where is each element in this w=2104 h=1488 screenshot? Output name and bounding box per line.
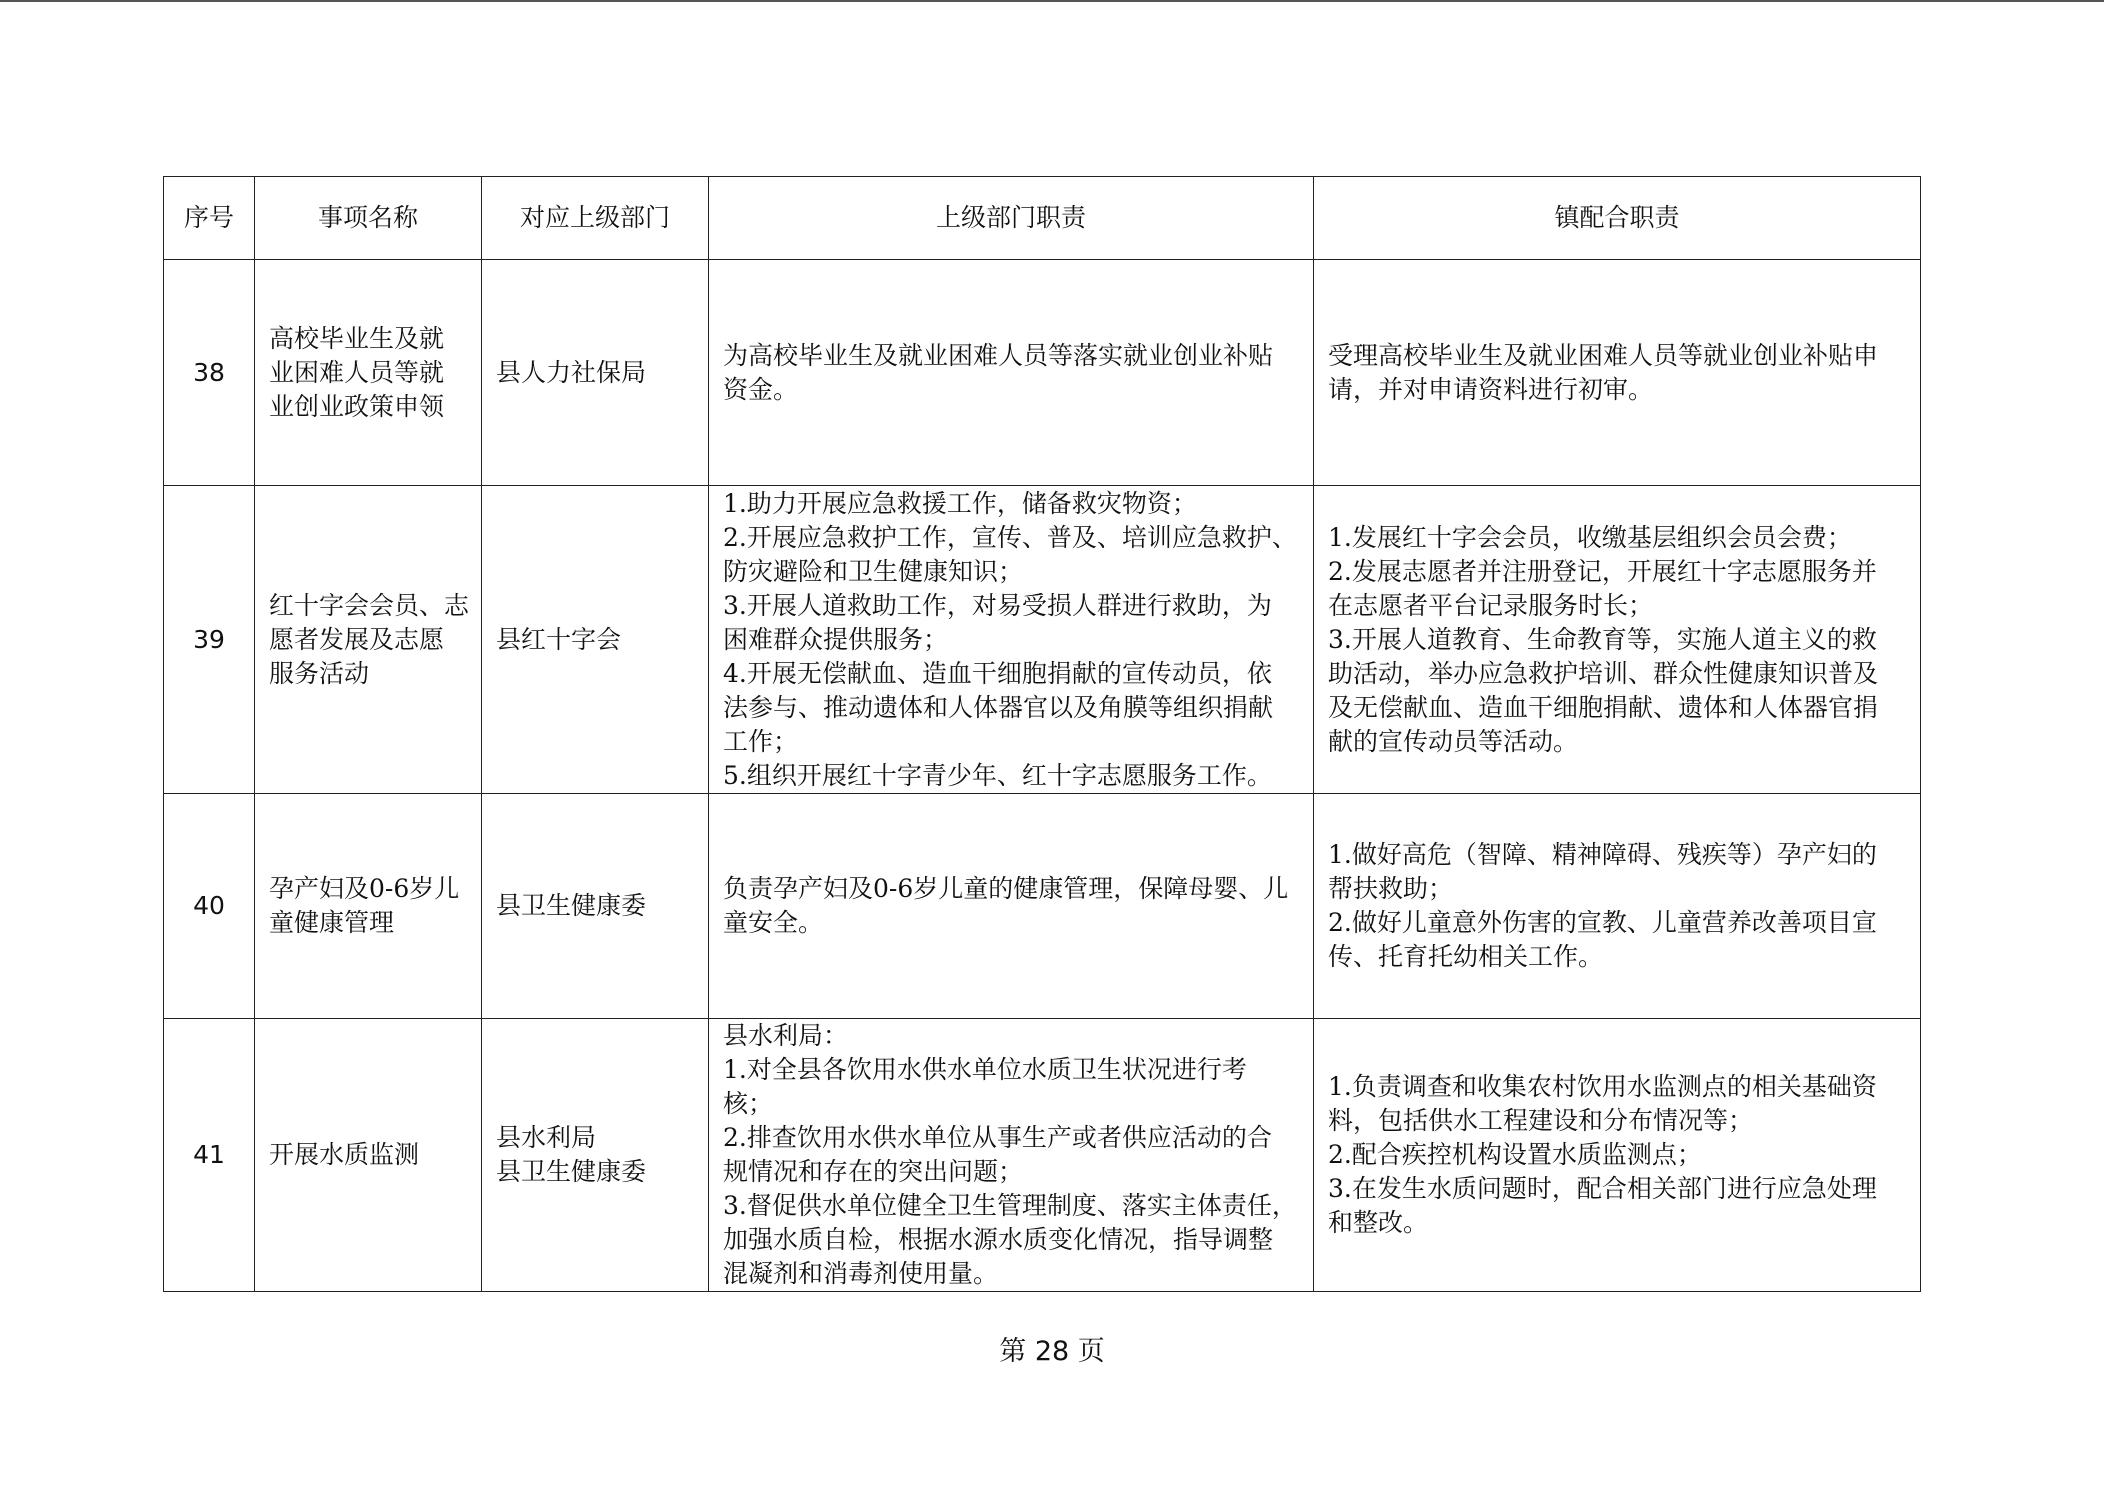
row-item-name: 孕产妇及0-6岁儿 童健康管理 — [255, 794, 482, 1019]
row-upper-dept: 县红十字会 — [482, 486, 709, 794]
row-town-duty: 1.发展红十字会会员，收缴基层组织会员会费； 2.发展志愿者并注册登记，开展红十字志愿服务并 在志愿者平台记录服务时长； 3.开展人道教育、生命教育等，实施人道主义的救 助活动，举办应急救护培训、群众性健康知识普及 及无偿献血、造血干细胞捐献、遗体和人体器官捐 献的宣传动员等活动。 — [1314, 486, 1921, 794]
table-header-row — [164, 177, 1921, 260]
row-seq: 40 — [164, 794, 255, 1019]
header-upper-dept: 对应上级部门 — [482, 177, 709, 260]
row-upper-duty: 为高校毕业生及就业困难人员等落实就业创业补贴 资金。 — [709, 260, 1314, 486]
row-item-name: 开展水质监测 — [255, 1019, 482, 1292]
header-town-duty: 镇配合职责 — [1314, 177, 1921, 260]
row-item-name: 红十字会会员、志 愿者发展及志愿 服务活动 — [255, 486, 482, 794]
table-row — [164, 794, 1921, 1019]
row-seq: 39 — [164, 486, 255, 794]
row-town-duty: 1.做好高危（智障、精神障碍、残疾等）孕产妇的 帮扶救助； 2.做好儿童意外伤害的宣教、儿童营养改善项目宣 传、托育托幼相关工作。 — [1314, 794, 1921, 1019]
row-town-duty: 1.负责调查和收集农村饮用水监测点的相关基础资 料，包括供水工程建设和分布情况等； 2.配合疾控机构设置水质监测点； 3.在发生水质问题时，配合相关部门进行应急处理 和整改。 — [1314, 1019, 1921, 1292]
page-number-value: 28 — [1034, 1336, 1070, 1367]
page-number — [0, 1335, 2104, 1369]
page-top-border — [0, 0, 2104, 2]
table-row — [164, 486, 1921, 794]
row-town-duty: 受理高校毕业生及就业困难人员等就业创业补贴申 请，并对申请资料进行初审。 — [1314, 260, 1921, 486]
page-number-prefix: 第 — [999, 1336, 1027, 1367]
row-seq: 41 — [164, 1019, 255, 1292]
row-item-name: 高校毕业生及就 业困难人员等就 业创业政策申领 — [255, 260, 482, 486]
row-upper-duty: 县水利局： 1.对全县各饮用水供水单位水质卫生状况进行考 核； 2.排查饮用水供水单位从事生产或者供应活动的合 规情况和存在的突出问题； 3.督促供水单位健全卫生管理制度、落实主体责任， 加强水质自检，根据水源水质变化情况，指导调整 混凝剂和消毒剂使用量。 — [709, 1019, 1314, 1292]
row-upper-dept: 县人力社保局 — [482, 260, 709, 486]
row-upper-duty: 1.助力开展应急救援工作，储备救灾物资； 2.开展应急救护工作，宣传、普及、培训应急救护、 防灾避险和卫生健康知识； 3.开展人道救助工作，对易受损人群进行救助，为 困难群众提供服务； 4.开展无偿献血、造血干细胞捐献的宣传动员，依 法参与、推动遗体和人体器官以及角膜等组织捐献 工作； 5.组织开展红十字青少年、红十字志愿服务工作。 — [709, 486, 1314, 794]
row-seq: 38 — [164, 260, 255, 486]
page-number-suffix: 页 — [1077, 1336, 1105, 1367]
header-item-name: 事项名称 — [255, 177, 482, 260]
table-row — [164, 1019, 1921, 1292]
header-seq: 序号 — [164, 177, 255, 260]
header-upper-duty: 上级部门职责 — [709, 177, 1314, 260]
row-upper-dept: 县卫生健康委 — [482, 794, 709, 1019]
row-upper-dept: 县水利局 县卫生健康委 — [482, 1019, 709, 1292]
duty-table — [163, 176, 1921, 1292]
table-row — [164, 260, 1921, 486]
row-upper-duty: 负责孕产妇及0-6岁儿童的健康管理，保障母婴、儿 童安全。 — [709, 794, 1314, 1019]
